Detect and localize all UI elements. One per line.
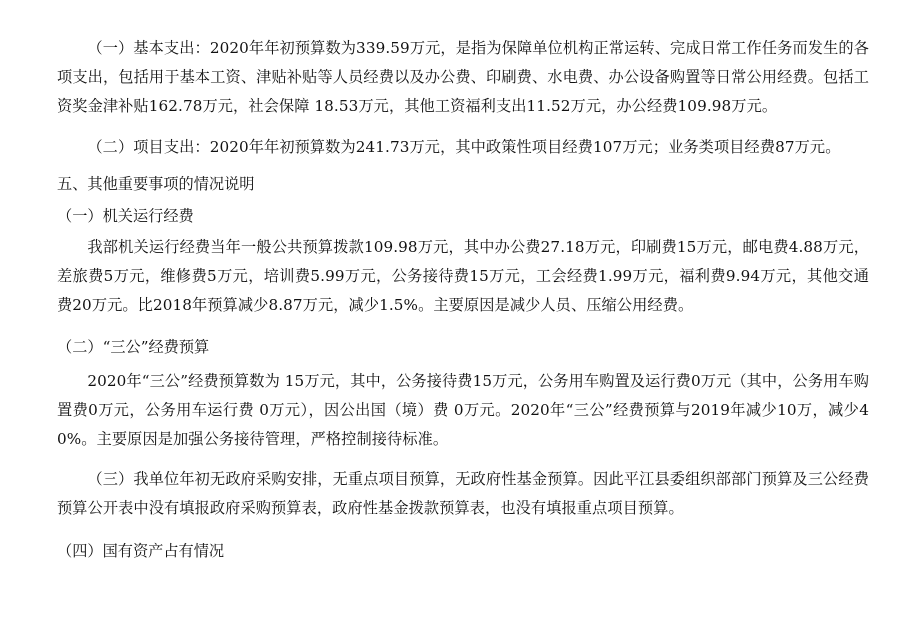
project-expenditure-paragraph: （二）项目支出：2020年年初预算数为241.73万元，其中政策性项目经费107万元；业务类项目经费87万元。: [87, 138, 841, 156]
state-assets-heading: （四）国有资产占有情况: [57, 542, 225, 560]
section-five-heading: 五、其他重要事项的情况说明: [57, 175, 255, 193]
basic-expenditure-paragraph: （一）基本支出：2020年年初预算数为339.59万元，是指为保障单位机构正常运转、完成日常工作任务而发生的各项支出，包括用于基本工资、津贴补贴等人员经费以及办公费、印刷费、水电费、办公设备购置等日常公用经费。包括工资奖金津补贴162.78万元，社会保障 18.53万元，其他工资福利支出11.52万元，办公经费109.98万元。: [57, 39, 869, 115]
office-operation-paragraph: 我部机关运行经费当年一般公共预算拨款109.98万元，其中办公费27.18万元，印刷费15万元，邮电费4.88万元，差旅费5万元，维修费5万元，培训费5.99万元，公务接待费15万元，工会经费1.99万元，福利费9.94万元，其他交通费20万元。比2018年预算减少8.87万元，减少1.5%。主要原因是减少人员、压缩公用经费。: [57, 238, 869, 314]
office-operation-heading: （一）机关运行经费: [57, 207, 194, 225]
three-public-paragraph: 2020年“三公”经费预算数为 15万元，其中，公务接待费15万元，公务用车购置及运行费0万元（其中，公务用车购置费0万元，公务用车运行费 0万元），因公出国（境）费 0万元。2020年“三公”经费预算与2019年减少10万，减少40%。主要原因是加强公务接待管理，严格控制接待标准。: [57, 372, 869, 448]
three-public-heading: （二）“三公”经费预算: [57, 338, 210, 356]
procurement-paragraph: （三）我单位年初无政府采购安排，无重点项目预算，无政府性基金预算。因此平江县委组织部部门预算及三公经费预算公开表中没有填报政府采购预算表，政府性基金拨款预算表，也没有填报重点项目预算。: [57, 470, 869, 517]
